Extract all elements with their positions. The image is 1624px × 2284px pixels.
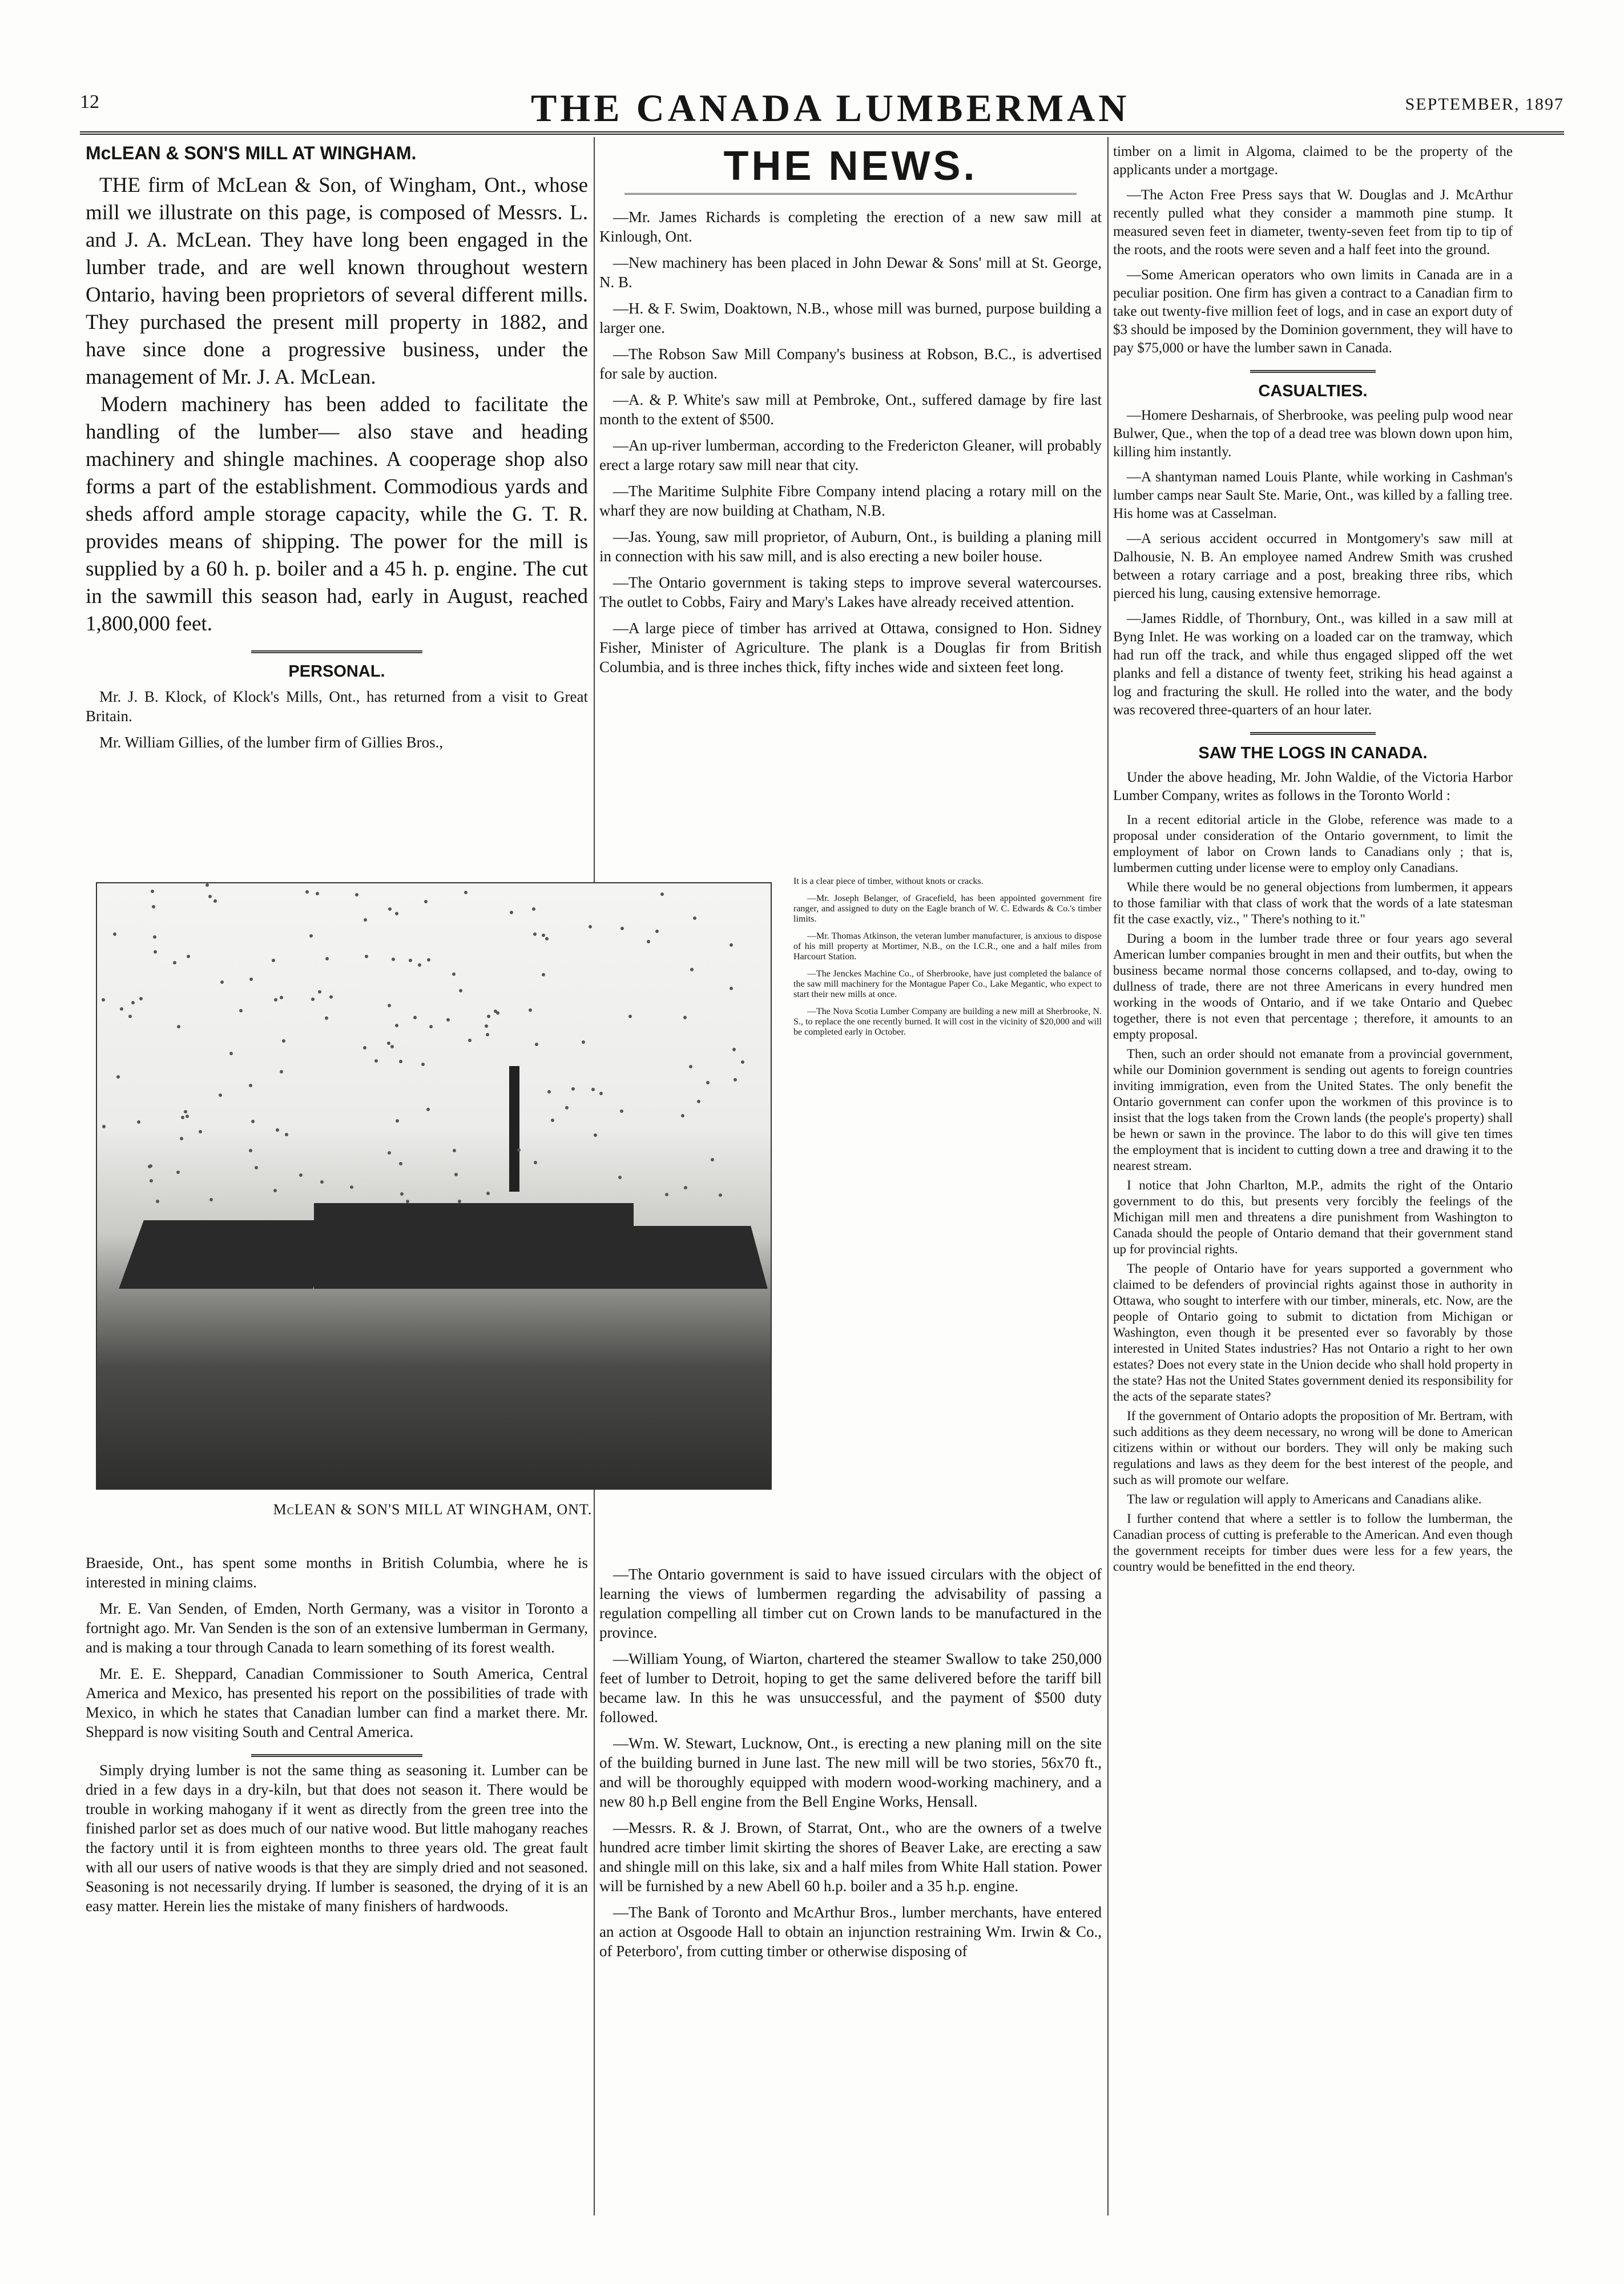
- photo-speckle: [458, 1200, 461, 1203]
- article-paragraph: Simply drying lumber is not the same thing as seasoning it. Lumber can be dried in a few days in a dry-kiln, but that does not season it. There would be trouble in working mahogany if it went as directly from the green tree into the finished parlor set as does much of our native wood. But little mahogany reaches the factory until it is from eighteen months to three years old. The great fault with all our users of native woods is that they are simply dried and not seasoned. Seasoning is not necessarily drying. If lumber is seasoned, the drying of it is an easy matter. Herein lies the mistake of many finishers of hardwoods.: [86, 1762, 588, 1915]
- photo-speckle: [390, 1045, 394, 1048]
- mill-roof: [602, 1226, 767, 1289]
- photo-speckle: [628, 1015, 632, 1018]
- mill-chimney: [509, 1066, 519, 1192]
- photo-speckle: [399, 1060, 402, 1063]
- photo-speckle: [363, 1046, 366, 1049]
- photo-speckle: [454, 1173, 458, 1176]
- photo-speckle: [459, 989, 462, 992]
- section-separator: [1250, 370, 1376, 373]
- photo-speckle: [388, 907, 392, 911]
- news-item: —Mr. Joseph Belanger, of Gracefield, has been appointed government fire ranger, and assigned to duty on the Eagle branch of W. C. Edwards & Co.'s timber limits.: [793, 894, 1102, 924]
- photo-speckle: [734, 1078, 737, 1081]
- masthead: [80, 86, 1564, 131]
- photo-speckle: [152, 905, 155, 908]
- photo-speckle: [220, 980, 224, 984]
- photo-speckle: [542, 973, 545, 976]
- photo-speckle: [424, 900, 428, 903]
- photo-speckle: [655, 930, 659, 933]
- news-item: —The Bank of Toronto and McArthur Bros., lumber merchants, have entered an action at Osgoode Hall to obtain an injunction restraining Wm. Irwin & Co., of Peterboro', from cutting timber or otherwise disposing of: [599, 1904, 1102, 1960]
- photo-speckle: [399, 1162, 402, 1165]
- photo-speckle: [409, 959, 412, 962]
- photo-speckle: [413, 1016, 417, 1019]
- photo-speckle: [255, 1166, 258, 1169]
- section-separator: [251, 650, 422, 653]
- photo-speckle: [187, 955, 190, 958]
- letter-text: [1113, 812, 1513, 1575]
- photo-speckle: [533, 932, 537, 936]
- section-heading: SAW THE LOGS IN CANADA.: [1198, 744, 1428, 762]
- photo-speckle: [706, 1081, 710, 1084]
- photo-speckle: [534, 1161, 537, 1164]
- photo-speckle: [429, 1025, 433, 1028]
- photo-speckle: [102, 998, 105, 1002]
- news-item: If the government of Ontario adopts the proposition of Mr. Bertram, with such additions as they deem necessary, no wrong will be done to American citizens within or without our borders. They will only be making such regulations and laws as they deem for the best interest of the people, and such as will promote our welfare.: [1113, 1409, 1513, 1487]
- mill-photo-figure: [96, 882, 769, 1518]
- article-paragraph: Mr. J. B. Klock, of Klock's Mills, Ont., has returned from a visit to Great Britain.: [86, 688, 588, 725]
- photo-speckle: [280, 1070, 283, 1073]
- photo-speckle: [148, 1165, 151, 1168]
- news-item: I notice that John Charlton, M.P., admits the right of the Ontario government to do this, but presents very forcibly the feelings of the Michigan mill men and threatens a dire punishment from Washington to Canada should the people of Ontario demand that their government stand up for provincial rights.: [1113, 1178, 1513, 1256]
- photo-speckle: [350, 1185, 353, 1189]
- photo-speckle: [392, 958, 395, 961]
- photo-speckle: [280, 996, 283, 999]
- photo-speckle: [452, 972, 456, 976]
- photo-speckle: [697, 1100, 700, 1103]
- photo-speckle: [494, 1010, 497, 1013]
- photo-speckle: [545, 937, 549, 940]
- casualties-list: [1113, 407, 1513, 719]
- photo-speckle: [325, 1016, 328, 1020]
- mill-photograph: [96, 882, 772, 1490]
- news-item: —The Ontario government is taking steps to improve several watercourses. The outlet to Cobbs, Fairy and Mary's Lakes have already received attention.: [599, 574, 1102, 610]
- photo-speckle: [681, 1114, 684, 1117]
- column-1: [86, 143, 588, 759]
- photo-speckle: [551, 1119, 554, 1122]
- photo-speckle: [395, 1024, 398, 1027]
- news-item: During a boom in the lumber trade three or four years ago several American lumber companies brought in men and their outfits, but when the business became normal those concerns collapsed, and to-day, owing to dullness of trade, there are not three Americans in every hundred men working in the woods of Ontario, and if we take Ontario and Quebec together, there is not even that percentage ; therefore, it amounts to an empty proposal.: [1113, 931, 1513, 1042]
- photo-speckle: [730, 987, 733, 990]
- photo-speckle: [647, 940, 650, 943]
- photo-speckle: [184, 1110, 187, 1113]
- mill-roof: [119, 1220, 338, 1289]
- news-narrow-column: [793, 876, 1102, 1044]
- photo-speckle: [395, 912, 398, 915]
- photo-speckle: [309, 934, 313, 938]
- photo-speckle: [153, 935, 156, 939]
- photo-speckle: [660, 892, 664, 896]
- photo-speckle: [594, 1133, 597, 1137]
- photo-speckle: [547, 1090, 551, 1093]
- news-item: —An up-river lumberman, according to the Fredericton Gleaner, will probably erect a large rotary saw mill near that city.: [599, 437, 1102, 473]
- photo-speckle: [355, 893, 358, 896]
- mill-roof: [314, 1203, 634, 1289]
- photo-speckle: [325, 957, 329, 960]
- article-paragraph: Mr. E. Van Senden, of Emden, North Germany, was a visitor in Toronto a fortnight ago. Mr. Van Senden is the son of an extensive lumberman in Germany, and is making a tour through Canada to learn something of its forest wealth.: [86, 1600, 588, 1656]
- article-paragraph: timber on a limit in Algoma, claimed to be the property of the applicants under a mortgage.: [1113, 144, 1513, 178]
- news-item: —The Robson Saw Mill Company's business at Robson, B.C., is advertised for sale by auction.: [599, 345, 1102, 382]
- news-item: —Wm. W. Stewart, Lucknow, Ont., is erecting a new planing mill on the site of the building burned in June last. The new mill will be two stories, 56x70 ft., and will be thoroughly equipped with modern wood-working machinery, and a new 80 h.p Bell engine from the Bell Engine Works, Hensall.: [599, 1735, 1102, 1810]
- photo-speckle: [311, 998, 315, 1001]
- photo-speckle: [535, 1043, 538, 1046]
- photo-speckle: [374, 1059, 378, 1063]
- photo-speckle: [249, 978, 253, 981]
- news-item: —The Ontario government is said to have issued circulars with the object of learning the views of lumbermen regarding the advisability of passing a regulation compelling all timber cut on Crown lands to be manufactured in the province.: [599, 1566, 1102, 1641]
- news-item: The law or regulation will apply to Americans and Canadians alike.: [1127, 1492, 1482, 1506]
- article-paragraph: Mr. E. E. Sheppard, Canadian Commissioner to South America, Central America and Mexico, has presented his report on the possibilities of trade with Mexico, in which he states that Canadian lumber can find a market there. Mr. Sheppard is now visiting South and Central America.: [86, 1665, 588, 1740]
- article-paragraph: Under the above heading, Mr. John Waldie, of the Victoria Harbor Lumber Company, writes as follows in the Toronto World :: [1113, 770, 1513, 803]
- masthead-rule: [80, 131, 1564, 135]
- photo-speckle: [273, 1189, 277, 1192]
- photo-speckle: [329, 995, 333, 999]
- article-paragraph: Mr. William Gillies, of the lumber firm of Gillies Bros.,: [99, 734, 444, 751]
- photo-caption: McLEAN & SON'S MILL AT WINGHAM, ONT.: [273, 1501, 593, 1518]
- news-items-narrow: [793, 876, 1102, 1038]
- news-item: —A serious accident occurred in Montgomery's saw mill at Dalhousie, N. B. An employee named Andrew Smith was crushed between a rotary carriage and a post, breaking three ribs, which pierced his lung, causing extensive hemorrage.: [1113, 531, 1513, 601]
- page-number: 12: [80, 91, 99, 112]
- news-item: —Messrs. R. & J. Brown, of Starrat, Ont., who are the owners of a twelve hundred acre timber limit skirting the shores of Beaver Lake, are erecting a saw and shingle mill on this lake, six and a half miles from White Hall station. Power will be furnished by a new Abell 60 h.p. boiler and a 35 h.p. engine.: [599, 1819, 1102, 1895]
- news-item: It is a clear piece of timber, without knots or cracks.: [793, 876, 984, 886]
- photo-speckle: [154, 950, 157, 954]
- section-heading: CASUALTIES.: [1258, 382, 1368, 400]
- photo-speckle: [205, 883, 209, 887]
- photo-speckle: [209, 1198, 213, 1201]
- column-divider: [1107, 137, 1109, 2215]
- photo-speckle: [446, 1018, 450, 1022]
- news-item: —James Riddle, of Thornbury, Ont., was killed in a saw mill at Byng Inlet. He was working on a loaded car on the tramway, which had run off the track, and while thus engaged slipped off the wet planks and fell a distance of twenty feet, striking his head against a log and fracturing the skull. He rolled into the water, and the body was recovered three-quarters of an hour later.: [1113, 611, 1513, 718]
- photo-speckle: [219, 1093, 222, 1097]
- news-items-lower: [599, 1565, 1102, 1961]
- photo-speckle: [365, 955, 368, 958]
- section-heading: PERSONAL.: [288, 662, 385, 681]
- column-3: [1113, 143, 1513, 1578]
- photo-speckle: [517, 1148, 521, 1152]
- photo-speckle: [396, 1119, 399, 1123]
- photo-speckle: [571, 1087, 575, 1091]
- photo-speckle: [181, 1116, 184, 1119]
- column-2: [599, 143, 1102, 683]
- photo-speckle: [719, 1193, 722, 1197]
- photo-speckle: [529, 1008, 532, 1012]
- photo-speckle: [180, 1137, 183, 1140]
- photo-speckle: [156, 1200, 159, 1203]
- photo-speckle: [239, 1009, 243, 1012]
- news-item: —Mr. James Richards is completing the erection of a new saw mill at Kinlough, Ont.: [599, 208, 1102, 245]
- news-item: —Homere Desharnais, of Sherbrooke, was peeling pulp wood near Bulwer, Que., when the top of a dead tree was blown down upon him, killing him instantly.: [1113, 408, 1513, 460]
- news-item: —The Nova Scotia Lumber Company are building a new mill at Sherbrooke, N. S., to replace the one recently burned. It will cost in the vicinity of $20,000 and will be completed early in October.: [793, 1007, 1102, 1037]
- photo-speckle: [316, 892, 319, 895]
- news-item: —Mr. Thomas Atkinson, the veteran lumber manufacturer, is anxious to dispose of his mill property at Mortimer, N.B., on the I.C.R., one and a half miles from Harcourt Station.: [793, 931, 1102, 962]
- photo-speckle: [318, 990, 321, 994]
- news-item: —The Jenckes Machine Co., of Sherbrooke, have just completed the balance of the saw mill machinery for the Montague Paper Co., Lake Megantic, who expect to start their new mills at once.: [793, 969, 1102, 999]
- photo-speckle: [388, 1004, 391, 1007]
- photo-speckle: [732, 1048, 736, 1051]
- issue-date: SEPTEMBER, 1897: [1405, 95, 1564, 114]
- news-item: —A large piece of timber has arrived at Ottawa, consigned to Hon. Sidney Fisher, Minister of Agriculture. The plank is a Douglas fir from British Columbia, and is three inches thick, fifty inches wide and sixteen feet long.: [599, 620, 1102, 675]
- news-rule: [624, 193, 1077, 195]
- news-item: The people of Ontario have for years supported a government who claimed to be defenders of provincial rights against those in authority in Ottawa, who sought to interfere with our timber, minerals, etc. Now, are the people of Ontario going to submit to dictation from Michigan or Washington, even though it be presented ever so favorably by those interested in United States industries? Has not Ontario a right to her own estates? Does not every state in the Union decide who shall hold property in the state? Has not the United States government denied its responsibility for the acts of the separate states?: [1113, 1261, 1513, 1404]
- photo-speckle: [388, 1151, 391, 1155]
- photo-speckle: [282, 1039, 285, 1043]
- photo-speckle: [272, 959, 275, 962]
- news-item: —William Young, of Wiarton, chartered the steamer Swallow to take 250,000 feet of lumber to Detroit, hoping to get the same delivered before the tariff bill became law. In this he was unsuccessful, and the payment of $500 duty followed.: [599, 1650, 1102, 1726]
- photo-speckle: [208, 895, 212, 898]
- photo-speckle: [113, 932, 116, 936]
- photo-speckle: [177, 1025, 180, 1028]
- photo-speckle: [532, 907, 535, 911]
- photo-speckle: [510, 911, 513, 914]
- photo-speckle: [128, 1015, 132, 1018]
- newspaper-title: THE CANADA LUMBERMAN: [531, 86, 1130, 130]
- photo-speckle: [486, 1192, 490, 1195]
- news-item: —A shantyman named Louis Plante, while working in Cashman's lumber camps near Sault Ste. Marie, Ont., was killed by a falling tree. His home was at Casselman.: [1113, 469, 1513, 521]
- photo-speckle: [582, 1040, 585, 1044]
- column-1-lower: [86, 1553, 588, 1923]
- photo-speckle: [693, 916, 696, 920]
- photo-speckle: [213, 899, 217, 903]
- news-item: —New machinery has been placed in John Dewar & Sons' mill at St. George, N. B.: [599, 254, 1102, 291]
- photo-speckle: [139, 997, 143, 1000]
- photo-speckle: [229, 1052, 233, 1055]
- article-paragraph: Braeside, Ont., has spent some months in British Columbia, where he is interested in mining claims.: [86, 1554, 588, 1591]
- photo-speckle: [131, 1001, 135, 1004]
- news-item: —H. & F. Swim, Doaktown, N.B., whose mill was burned, purpose building a larger one.: [599, 300, 1102, 336]
- photo-speckle: [299, 1173, 303, 1177]
- news-item: —A. & P. White's saw mill at Pembroke, Ont., suffered damage by fire last month to the extent of $500.: [599, 391, 1102, 428]
- news-item: I further contend that where a settler is to follow the lumberman, the Canadian process of cutting is preferable to the American. And even though the government receipts for timber dues were less for a few years, the country would be benefitted in the end theory.: [1113, 1511, 1513, 1574]
- article-paragraph: —Some American operators who own limits in Canada are in a peculiar position. One firm has given a contract to a Canadian firm to take out twenty-five million feet of logs, and in case an export duty of $3 should be imposed by the Dominion government, they will have to pay $75,000 or have the lumber sawn in Canada.: [1113, 267, 1513, 356]
- photo-speckle: [364, 918, 367, 922]
- photo-speckle: [173, 961, 176, 964]
- photo-speckle: [274, 998, 277, 1002]
- news-item: In a recent editorial article in the Globe, reference was made to a proposal under consideration of the Ontario government, to limit the employment of labor on Crown lands to Canadians only ; that is, lumbermen cutting under license were to employ only Canadians.: [1113, 813, 1513, 875]
- photo-speckle: [150, 1179, 153, 1183]
- photo-speckle: [665, 1193, 668, 1196]
- photo-speckle: [406, 1200, 409, 1203]
- photo-speckle: [418, 963, 421, 967]
- photo-speckle: [684, 1186, 687, 1189]
- photo-speckle: [690, 968, 694, 971]
- photo-speckle: [320, 1180, 324, 1184]
- photo-speckle: [102, 1125, 106, 1128]
- photo-speckle: [589, 925, 592, 928]
- article-paragraph: Modern machinery has been added to facilitate the handling of the lumber— also stave and heading machinery and shingle machines. A cooperage shop also forms a part of the establishment. Commodious yards and sheds afford ample storage capacity, while the G. T. R. provides means of shipping. The power for the mill is supplied by a 60 h. p. boiler and a 45 h. p. engine. The cut in the sawmill this season had, early in August, reached 1,800,000 feet.: [86, 393, 588, 636]
- photo-speckle: [683, 1016, 687, 1019]
- photo-speckle: [151, 890, 154, 893]
- photo-speckle: [120, 1007, 123, 1011]
- photo-speckle: [542, 934, 545, 937]
- photo-speckle: [468, 1039, 472, 1042]
- photo-speckle: [400, 1192, 404, 1196]
- photo-speckle: [116, 1075, 120, 1079]
- column-2-lower: [599, 1565, 1102, 1968]
- news-heading: THE NEWS.: [723, 143, 978, 189]
- news-items: [599, 207, 1102, 677]
- photo-speckle: [620, 927, 624, 930]
- photo-speckle: [464, 891, 468, 894]
- photo-speckle: [305, 890, 309, 894]
- photo-speckle: [565, 1106, 569, 1109]
- photo-speckle: [249, 1149, 252, 1152]
- photo-speckle: [427, 958, 430, 962]
- photo-speckle: [487, 1015, 490, 1018]
- news-item: Then, such an order should not emanate from a provincial government, while our Dominion government is sending out agents to foreign countries inviting immigration, even from the United States. The only benefit the Ontario government can confer upon the workmen of this province is to insist that the logs taken from the Crown lands (the people's property) shall be hewn or sawn in the province. The labor to do this will give ten times the employment that is incident to cutting down a tree and drawing it to the nearest stream.: [1113, 1047, 1513, 1173]
- photo-speckle: [741, 1060, 744, 1064]
- section-separator: [1250, 732, 1376, 735]
- article-paragraph: THE firm of McLean & Son, of Wingham, Ont., whose mill we illustrate on this page, is composed of Messrs. L. and J. A. McLean. They have long been engaged in the lumber trade, and are well known throughout western Ontario, having been proprietors of several different mills. They purchased the present mill property in 1882, and have since done a progressive business, under the management of Mr. J. A. McLean.: [86, 174, 588, 389]
- photo-speckle: [387, 1042, 390, 1045]
- section-separator: [251, 1754, 422, 1757]
- photo-speckle: [251, 1120, 255, 1123]
- photo-speckle: [137, 1120, 140, 1124]
- photo-speckle: [176, 1171, 180, 1174]
- photo-speckle: [591, 1088, 595, 1091]
- photo-speckle: [599, 1092, 603, 1095]
- photo-speckle: [485, 1024, 488, 1028]
- photo-speckle: [276, 1128, 279, 1132]
- photo-speckle: [249, 1084, 252, 1087]
- photo-speckle: [689, 1065, 692, 1068]
- article-paragraph: —The Acton Free Press says that W. Douglas and J. McArthur recently pulled what they consider a mammoth pine stump. It measured seven feet in diameter, twenty-seven feet from tip to tip of the roots, and the roots were seven and a half feet into the ground.: [1113, 187, 1513, 258]
- news-item: While there would be no general objections from lumbermen, it appears to those familiar with that class of work that the words of a late statesman fit the case exactly, viz., " There's nothing to it.": [1113, 880, 1513, 926]
- photo-speckle: [186, 1115, 189, 1118]
- news-item: —The Maritime Sulphite Fibre Company intend placing a rotary mill on the wharf they are now building at Chatham, N.B.: [599, 482, 1102, 519]
- photo-speckle: [421, 1063, 425, 1066]
- photo-speckle: [711, 1158, 714, 1161]
- news-item: —Jas. Young, saw mill proprietor, of Auburn, Ont., is building a planing mill in connection with his saw mill, and is also erecting a new boiler house.: [599, 528, 1102, 565]
- photo-speckle: [453, 1149, 456, 1152]
- photo-speckle: [199, 1130, 202, 1133]
- photo-speckle: [285, 1133, 288, 1136]
- photo-speckle: [426, 1108, 430, 1111]
- photo-speckle: [618, 1176, 622, 1179]
- article-heading: McLEAN & SON'S MILL AT WINGHAM.: [86, 143, 417, 163]
- photo-speckle: [486, 1033, 489, 1036]
- photo-speckle: [620, 1109, 623, 1113]
- photo-speckle: [730, 943, 733, 947]
